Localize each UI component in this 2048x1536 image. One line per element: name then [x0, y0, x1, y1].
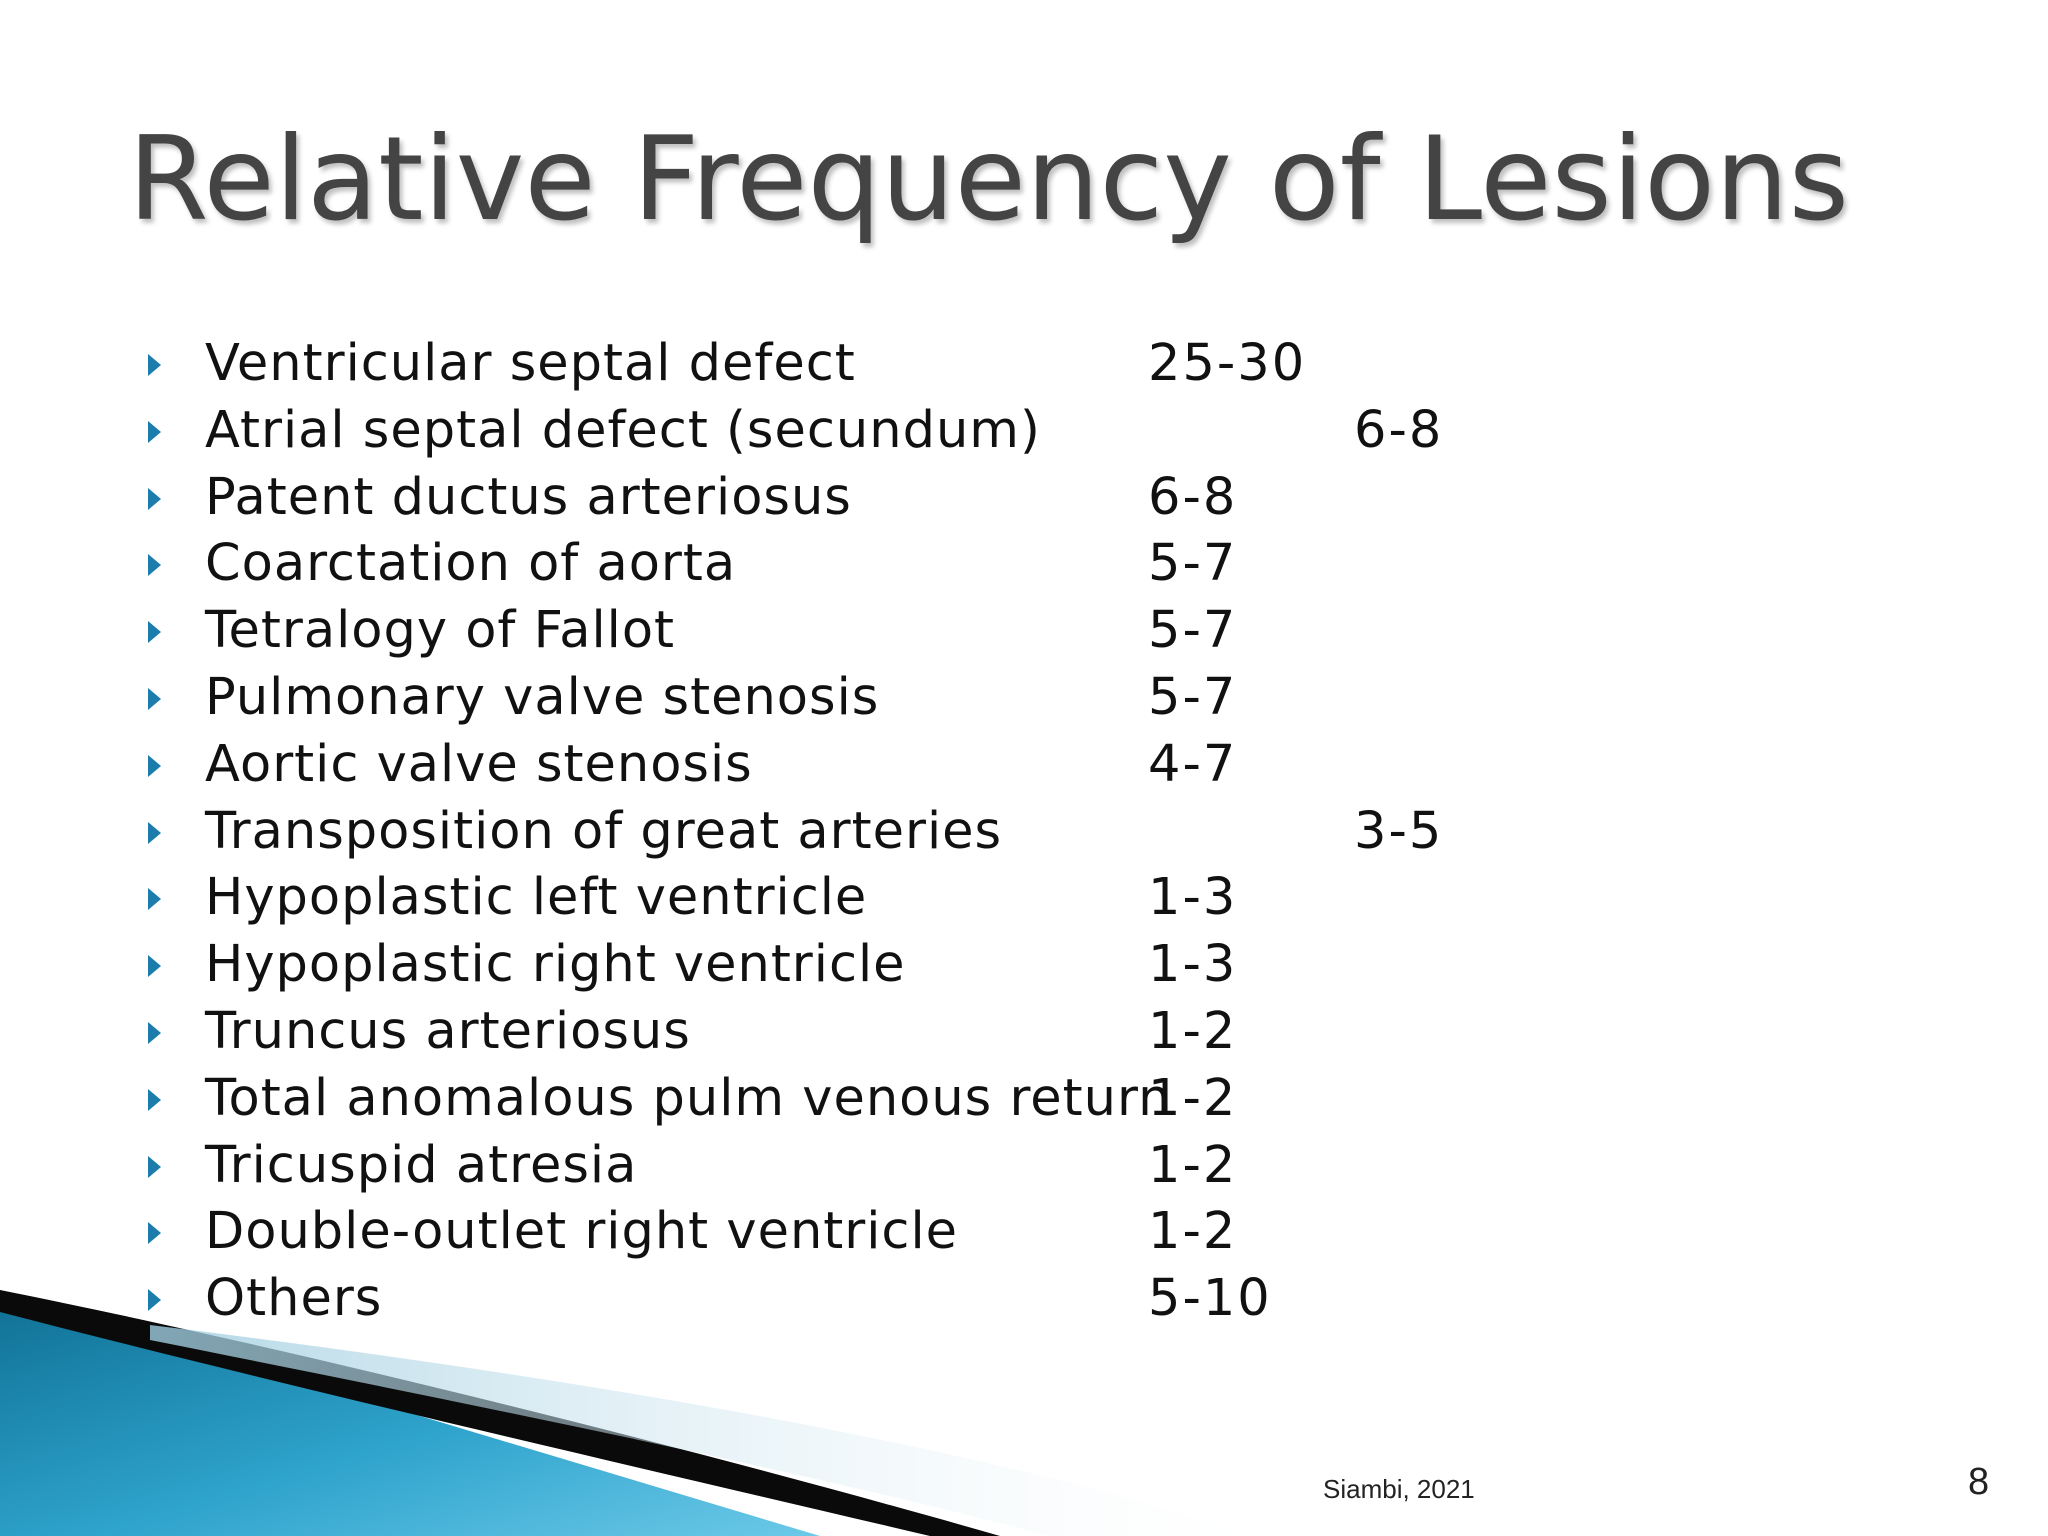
lesion-name: Double-outlet right ventricle [205, 1202, 958, 1262]
lesion-frequency: 1-2 [1148, 1135, 1238, 1195]
lesion-name: Patent ductus arteriosus [205, 467, 852, 527]
triangle-bullet-icon [148, 688, 161, 710]
lesion-frequency: 1-3 [1148, 868, 1238, 928]
lesion-name: Truncus arteriosus [205, 1001, 691, 1061]
triangle-bullet-icon [148, 822, 161, 844]
lesion-name: Pulmonary valve stenosis [205, 667, 880, 727]
slide-title: Relative Frequency of Lesions [128, 112, 1850, 247]
triangle-bullet-icon [148, 421, 161, 443]
list-item [0, 665, 2048, 732]
lesion-name: Tetralogy of Fallot [205, 601, 676, 661]
list-item [0, 598, 2048, 665]
lesion-name: Others [205, 1269, 383, 1329]
lesion-frequency: 5-7 [1148, 534, 1238, 594]
list-item [0, 1199, 2048, 1266]
triangle-bullet-icon [148, 1089, 161, 1111]
lesion-name: Hypoplastic left ventricle [205, 868, 868, 928]
list-item [0, 932, 2048, 999]
lesion-frequency: 3-5 [1354, 801, 1444, 861]
lesion-frequency: 5-7 [1148, 601, 1238, 661]
list-item [0, 999, 2048, 1066]
lesion-name: Atrial septal defect (secundum) [205, 400, 1041, 460]
lesion-name: Coarctation of aorta [205, 534, 737, 594]
triangle-bullet-icon [148, 955, 161, 977]
lesion-name: Total anomalous pulm venous return [205, 1068, 1172, 1128]
triangle-bullet-icon [148, 354, 161, 376]
lesion-frequency: 25-30 [1148, 334, 1307, 393]
triangle-bullet-icon [148, 1289, 161, 1311]
page-number: 8 [1968, 1461, 1990, 1503]
list-item [0, 1133, 2048, 1200]
lesion-name: Transposition of great arteries [205, 801, 1003, 861]
lesion-frequency: 5-10 [1148, 1269, 1272, 1329]
list-item [0, 398, 2048, 465]
triangle-bullet-icon [148, 1022, 161, 1044]
lesion-frequency: 5-7 [1148, 667, 1238, 727]
triangle-bullet-icon [148, 755, 161, 777]
list-item [0, 531, 2048, 598]
lesion-frequency: 1-2 [1148, 1068, 1238, 1128]
triangle-bullet-icon [148, 888, 161, 910]
triangle-bullet-icon [148, 621, 161, 643]
list-item [0, 465, 2048, 532]
triangle-bullet-icon [148, 1156, 161, 1178]
lesion-name: Hypoplastic right ventricle [205, 935, 906, 995]
list-item [0, 331, 2048, 398]
list-item [0, 1266, 2048, 1333]
lesion-name: Tricuspid atresia [205, 1135, 638, 1195]
lesion-frequency: 6-8 [1148, 467, 1238, 527]
lesion-name: Ventricular septal defect [205, 334, 856, 393]
lesion-frequency: 4-7 [1148, 734, 1238, 794]
triangle-bullet-icon [148, 488, 161, 510]
lesion-frequency: 6-8 [1354, 400, 1444, 460]
footer-citation: Siambi, 2021 [1323, 1474, 1475, 1504]
lesion-frequency: 1-2 [1148, 1001, 1238, 1061]
triangle-bullet-icon [148, 1222, 161, 1244]
list-item [0, 865, 2048, 932]
triangle-bullet-icon [148, 554, 161, 576]
list-item [0, 799, 2048, 866]
lesion-frequency: 1-3 [1148, 935, 1238, 995]
lesion-list [0, 331, 2048, 1333]
lesion-name: Aortic valve stenosis [205, 734, 753, 794]
lesion-frequency: 1-2 [1148, 1202, 1238, 1262]
list-item [0, 732, 2048, 799]
list-item [0, 1066, 2048, 1133]
